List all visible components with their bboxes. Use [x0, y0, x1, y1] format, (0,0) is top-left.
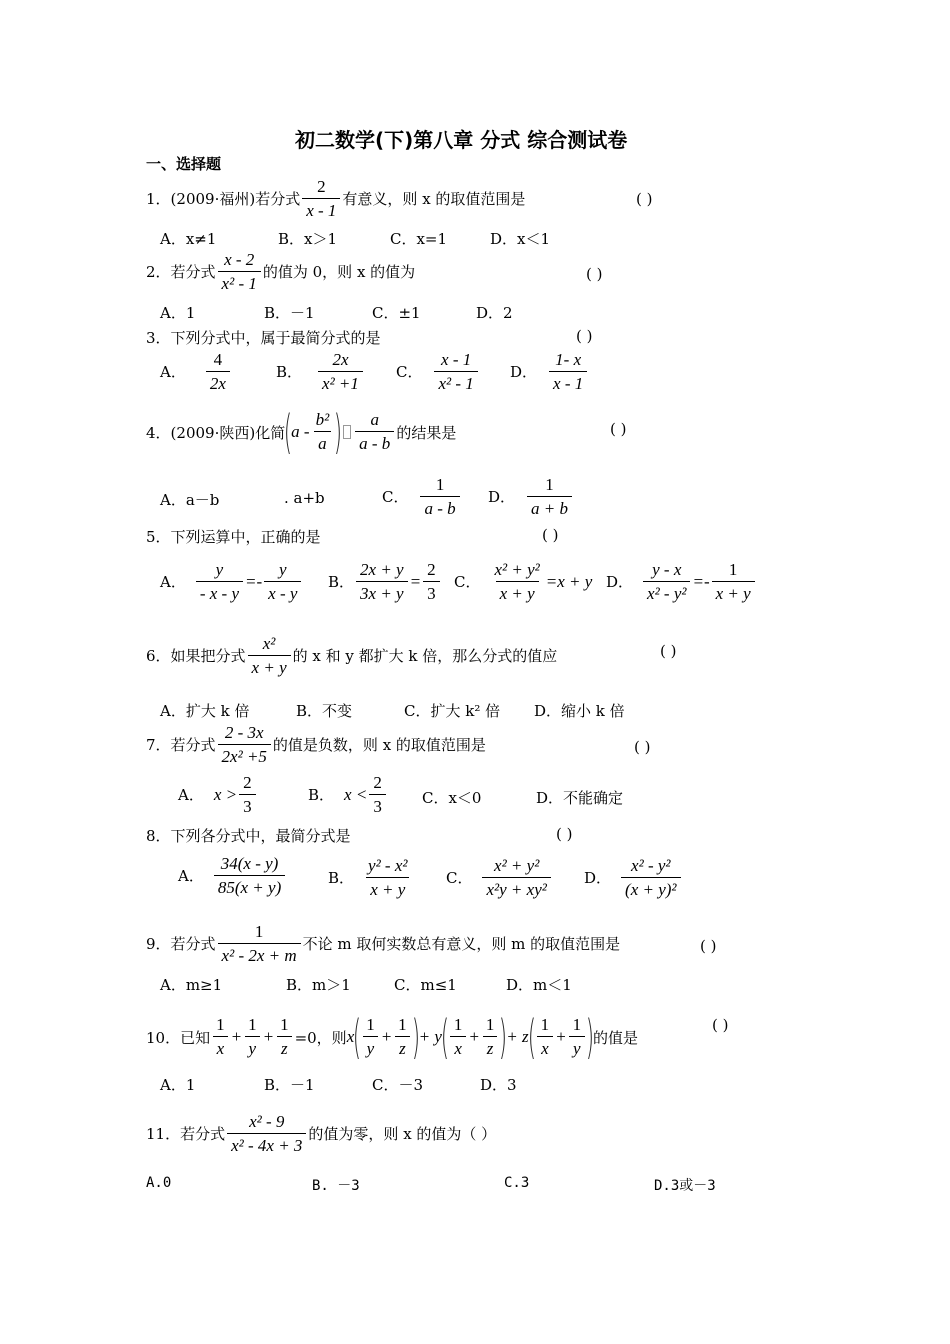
page-title: 初二数学(下)第八章 分式 综合测试卷: [295, 128, 628, 152]
option-a: A．1: [160, 1076, 196, 1094]
answer-bracket: ( ): [634, 738, 651, 756]
option-c: C． $\frac{x - 1}{\text{x² - 1}}$: [396, 350, 480, 393]
option-a: A． x > $\frac{2}{3}$: [178, 773, 258, 816]
option-c: C．±1: [372, 304, 421, 322]
fraction: $\frac{\text{b²}}{a}$: [315, 410, 330, 453]
fraction: $\frac{\text{x² - 9}}{\text{x² - 4x + 3}}$: [227, 1112, 306, 1155]
question-text: 4．(2009·陕西)化简: [146, 423, 286, 442]
question-text: =0，则: [294, 1028, 347, 1047]
question-8: 8．下列各分式中，最简分式是: [146, 827, 351, 845]
question-text: 11．若分式: [146, 1125, 226, 1144]
left-paren-icon: (: [284, 405, 293, 459]
question-2: [146, 250, 415, 293]
option-a: A.0: [146, 1175, 172, 1191]
option-c: C． $\frac{\text{x² + y²}}{x + y}$ =x + y: [454, 560, 593, 603]
option-a: A． $\frac{y}{- x - y}$ =- $\frac{y}{x - y}$: [160, 560, 303, 603]
question-text: 7．若分式: [146, 736, 216, 755]
fraction: $\frac{1}{x + y}$: [712, 560, 755, 603]
section-heading: 一、选择题: [146, 155, 222, 173]
fraction: $\frac{1}{z}$: [482, 1015, 499, 1058]
fraction: $\frac{a}{a - b}$: [355, 410, 394, 453]
fraction: $\frac{1}{a - b}$: [420, 475, 459, 518]
question-text: 的 x 和 y 都扩大 k 倍，那么分式的值应: [292, 647, 558, 666]
option-b: B．不变: [296, 702, 353, 720]
question-text: 9．若分式: [146, 935, 216, 954]
option-d: D．不能确定: [536, 789, 624, 807]
option-d: D．3: [480, 1076, 517, 1094]
question-3: 3．下列分式中，属于最简分式的是: [146, 329, 381, 347]
option-d: D.3或－3: [654, 1178, 716, 1194]
fraction: $\frac{1}{x}$: [537, 1015, 554, 1058]
option-c: C．x=1: [390, 230, 448, 248]
fraction: $\frac{\text{x² + y²}}{\text{x²y + xy²}}$: [482, 856, 550, 899]
option-b: B．－1: [264, 304, 315, 322]
option-c: C． $\frac{\text{x² + y²}}{\text{x²y + xy²}}$: [446, 856, 553, 899]
fraction: $\frac{\text{x² + y²}}{x + y}$: [494, 560, 540, 603]
fraction: $\frac{2}{3}$: [369, 773, 386, 816]
right-paren-icon: ): [334, 405, 343, 459]
fraction: $\frac{1}{z}$: [394, 1015, 411, 1058]
answer-bracket: ( ): [556, 825, 573, 843]
question-text: 2．若分式: [146, 263, 216, 282]
question-text: 10．已知: [146, 1028, 211, 1047]
fraction: $\frac{x - 2}{\text{x² - 1}}$: [218, 250, 261, 293]
option-d: D．缩小 k 倍: [534, 702, 625, 720]
fraction: $\frac{y}{- x - y}$: [196, 560, 243, 603]
question-1: [146, 177, 525, 220]
fraction: $\frac{y - x}{\text{x² - y²}}$: [643, 560, 690, 603]
option-c: C．x＜0: [422, 789, 482, 807]
question-text: 的值是负数，则 x 的取值范围是: [272, 736, 486, 755]
fraction: $\frac{x - 1}{\text{x² - 1}}$: [434, 350, 477, 393]
fraction: $\frac{1}{y}$: [244, 1015, 261, 1058]
option-b: B． $\frac{2x + y}{3x + y}$ = $\frac{2}{3}$: [328, 560, 442, 603]
fraction: $\frac{1}{y}$: [362, 1015, 379, 1058]
option-d: D． $\frac{1}{a + b}$: [488, 475, 574, 518]
option-a: A． $\frac{4}{2x}$: [160, 350, 232, 393]
question-text: 不论 m 取何实数总有意义，则 m 的取值范围是: [302, 935, 621, 954]
option-a: A．1: [160, 304, 196, 322]
division-symbol-icon: [343, 425, 351, 439]
fraction: $\frac{1}{\text{x² - 2x + m}}$: [218, 922, 301, 965]
option-a: A． $\frac{34(x - y)}{85(x + y)}$: [178, 854, 287, 897]
fraction: $\frac{1- x}{x - 1}$: [549, 350, 587, 393]
fraction: $\frac{1}{x}$: [212, 1015, 229, 1058]
fraction: $\frac{1}{x}$: [450, 1015, 467, 1058]
option-a: A．m≥1: [160, 976, 223, 994]
fraction: $\frac{4}{2x}$: [206, 350, 230, 393]
question-text: 的结果是: [396, 423, 457, 442]
question-9: [146, 922, 620, 965]
option-d: D．x＜1: [490, 230, 551, 248]
option-d: D．m＜1: [506, 976, 572, 994]
option-b: B. －3: [312, 1178, 360, 1194]
option-a: A．x≠1: [160, 230, 217, 248]
option-d: D． $\frac{\text{x² - y²}}{\text{(x + y)²}}$: [584, 856, 683, 899]
question-text: 有意义，则 x 的取值范围是: [342, 190, 526, 209]
answer-bracket: ( ): [700, 937, 717, 955]
option-b: B．－1: [264, 1076, 315, 1094]
fraction: $\frac{y}{x - y}$: [264, 560, 301, 603]
option-d: D．2: [476, 304, 513, 322]
option-c: C． $\frac{1}{a - b}$: [382, 475, 462, 518]
option-c: C．m≤1: [394, 976, 457, 994]
question-text: 的值是: [593, 1028, 639, 1047]
option-b: B．x＞1: [278, 230, 338, 248]
fraction: $\frac{2}{3}$: [239, 773, 256, 816]
question-10: 10．已知 $\frac{1}{x}$ + $\frac{1}{y}$ + $\frac{1}{z}$ =0，则 x ( $\frac{1}{y}$ + $\frac{1}{z}$ ) + y ( $\frac{1}{x}$ + $\frac{1}{z}$ ) + z ( $\frac{1}{x}$ + $\frac{1}{y}$ ) 的值是: [146, 1010, 639, 1064]
question-7: [146, 723, 486, 766]
answer-bracket: ( ): [576, 327, 593, 345]
question-5: 5．下列运算中，正确的是: [146, 528, 321, 546]
fraction: $\frac{2}{3}$: [423, 560, 440, 603]
question-4: 4．(2009·陕西)化简 ( a - $\frac{\text{b²}}{a}$ ) $\frac{a}{a - b}$ 的结果是: [146, 405, 457, 459]
fraction: $\frac{2x}{\text{x² +1}}$: [318, 350, 363, 393]
question-text: 的值为零，则 x 的值为（ ）: [308, 1125, 497, 1144]
answer-bracket: ( ): [610, 420, 627, 438]
option-b: . a+b: [284, 489, 325, 507]
option-b: B． x < $\frac{2}{3}$: [308, 773, 388, 816]
option-c: C．－3: [372, 1076, 424, 1094]
answer-bracket: ( ): [660, 642, 677, 660]
option-a: A．扩大 k 倍: [160, 702, 250, 720]
fraction: $\frac{2x + y}{3x + y}$: [356, 560, 408, 603]
option-a: A．a－b: [160, 491, 220, 509]
question-text: 的值为 0，则 x 的值为: [262, 263, 416, 282]
question-text: 1．(2009·福州)若分式: [146, 190, 301, 209]
fraction: $\frac{2 - 3x}{\text{2x² +5}}$: [218, 723, 271, 766]
option-c: C.3: [504, 1175, 530, 1191]
answer-bracket: ( ): [712, 1016, 729, 1034]
fraction: $\frac{2}{x - 1}$: [302, 177, 340, 220]
fraction: $\frac{\text{y² - x²}}{x + y}$: [368, 856, 408, 899]
option-b: B． $\frac{\text{y² - x²}}{x + y}$: [328, 856, 413, 899]
answer-bracket: ( ): [636, 190, 653, 208]
option-d: D． $\frac{1- x}{x - 1}$: [510, 350, 589, 393]
fraction: $\frac{34(x - y)}{85(x + y)}$: [214, 854, 285, 897]
question-text: 6．如果把分式: [146, 647, 246, 666]
fraction: $\frac{\text{x²}}{x + y}$: [248, 634, 291, 677]
option-b: B． $\frac{2x}{\text{x² +1}}$: [276, 350, 365, 393]
question-6: [146, 634, 557, 677]
option-b: B．m＞1: [286, 976, 351, 994]
option-d: D． $\frac{y - x}{\text{x² - y²}}$ =- $\frac{1}{x + y}$: [606, 560, 757, 603]
fraction: $\frac{\text{x² - y²}}{\text{(x + y)²}}$: [621, 856, 680, 899]
option-c: C．扩大 k² 倍: [404, 702, 501, 720]
question-11: [146, 1112, 496, 1155]
fraction: $\frac{1}{a + b}$: [527, 475, 572, 518]
fraction: $\frac{1}{y}$: [569, 1015, 586, 1058]
answer-bracket: ( ): [586, 265, 603, 283]
fraction: $\frac{1}{z}$: [276, 1015, 293, 1058]
answer-bracket: ( ): [542, 526, 559, 544]
